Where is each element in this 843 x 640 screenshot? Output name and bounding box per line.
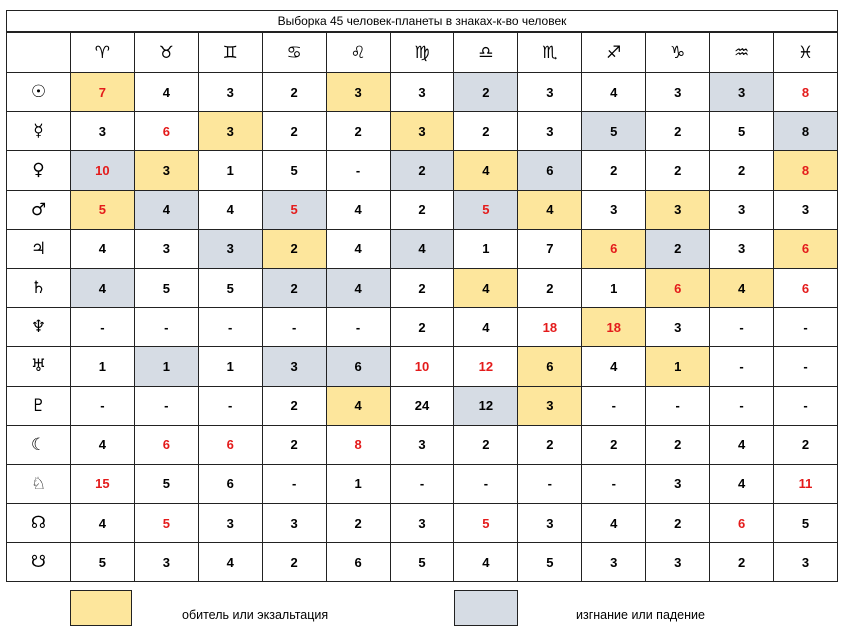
value-cell-uranus-taurus[interactable]: 1 (134, 347, 198, 386)
aquarius-sign-icon: ♒ (710, 33, 774, 73)
uranus-planet-icon: ♅ (7, 347, 71, 386)
value-cell-mercury-aries[interactable]: 3 (70, 112, 134, 151)
value-cell-saturn-pisces[interactable]: 6 (774, 268, 838, 307)
value-cell-south-node-taurus[interactable]: 3 (134, 543, 198, 582)
value-cell-south-node-scorpio[interactable]: 5 (518, 543, 582, 582)
value-cell-mercury-sagittarius[interactable]: 5 (582, 112, 646, 151)
value-cell-mars-cancer[interactable]: 5 (262, 190, 326, 229)
mars-planet-icon: ♂ (7, 190, 71, 229)
value-cell-mars-scorpio[interactable]: 4 (518, 190, 582, 229)
value-cell-venus-taurus[interactable]: 3 (134, 151, 198, 190)
value-cell-moon-scorpio[interactable]: 2 (518, 425, 582, 464)
table-row-mars (7, 190, 838, 229)
value-cell-pluto-scorpio[interactable]: 3 (518, 386, 582, 425)
south-node-planet-icon: ☋ (7, 543, 71, 582)
value-cell-jupiter-libra[interactable]: 1 (454, 229, 518, 268)
value-cell-moon-cancer[interactable]: 2 (262, 425, 326, 464)
value-cell-north-node-aquarius[interactable]: 6 (710, 504, 774, 543)
value-cell-sun-leo[interactable]: 3 (326, 73, 390, 112)
value-cell-mars-aquarius[interactable]: 3 (710, 190, 774, 229)
value-cell-neptune-capricorn[interactable]: 3 (646, 308, 710, 347)
value-cell-chiron-knight-cancer[interactable]: - (262, 464, 326, 503)
value-cell-mercury-pisces[interactable]: 8 (774, 112, 838, 151)
value-cell-saturn-capricorn[interactable]: 6 (646, 268, 710, 307)
value-cell-neptune-gemini[interactable]: - (198, 308, 262, 347)
value-cell-chiron-knight-scorpio[interactable]: - (518, 464, 582, 503)
value-cell-jupiter-gemini[interactable]: 3 (198, 229, 262, 268)
value-cell-chiron-knight-pisces[interactable]: 11 (774, 464, 838, 503)
table-title: Выборка 45 человек-планеты в знаках-к-во человек (6, 10, 838, 32)
value-cell-neptune-aries[interactable]: - (70, 308, 134, 347)
legend-yellow-swatch (70, 590, 132, 626)
value-cell-chiron-knight-capricorn[interactable]: 3 (646, 464, 710, 503)
value-cell-venus-leo[interactable]: - (326, 151, 390, 190)
value-cell-north-node-leo[interactable]: 2 (326, 504, 390, 543)
value-cell-south-node-leo[interactable]: 6 (326, 543, 390, 582)
value-cell-pluto-virgo[interactable]: 24 (390, 386, 454, 425)
table-row-south-node (7, 543, 838, 582)
value-cell-venus-sagittarius[interactable]: 2 (582, 151, 646, 190)
leo-sign-icon: ♌ (326, 33, 390, 73)
value-cell-pluto-taurus[interactable]: - (134, 386, 198, 425)
value-cell-north-node-scorpio[interactable]: 3 (518, 504, 582, 543)
value-cell-jupiter-sagittarius[interactable]: 6 (582, 229, 646, 268)
scorpio-sign-icon: ♏ (518, 33, 582, 73)
value-cell-north-node-virgo[interactable]: 3 (390, 504, 454, 543)
value-cell-pluto-libra[interactable]: 12 (454, 386, 518, 425)
value-cell-saturn-leo[interactable]: 4 (326, 268, 390, 307)
value-cell-mercury-taurus[interactable]: 6 (134, 112, 198, 151)
value-cell-uranus-cancer[interactable]: 3 (262, 347, 326, 386)
value-cell-venus-gemini[interactable]: 1 (198, 151, 262, 190)
value-cell-north-node-sagittarius[interactable]: 4 (582, 504, 646, 543)
value-cell-mercury-virgo[interactable]: 3 (390, 112, 454, 151)
value-cell-jupiter-taurus[interactable]: 3 (134, 229, 198, 268)
value-cell-neptune-sagittarius[interactable]: 18 (582, 308, 646, 347)
value-cell-neptune-pisces[interactable]: - (774, 308, 838, 347)
value-cell-uranus-libra[interactable]: 12 (454, 347, 518, 386)
value-cell-south-node-gemini[interactable]: 4 (198, 543, 262, 582)
value-cell-jupiter-pisces[interactable]: 6 (774, 229, 838, 268)
legend-gray-label: изгнание или падение (576, 608, 705, 622)
table-row-mercury (7, 112, 838, 151)
value-cell-moon-aquarius[interactable]: 4 (710, 425, 774, 464)
value-cell-saturn-gemini[interactable]: 5 (198, 268, 262, 307)
legend-gray-swatch (454, 590, 518, 626)
value-cell-venus-capricorn[interactable]: 2 (646, 151, 710, 190)
astro-table-sheet (6, 10, 838, 626)
value-cell-jupiter-aries[interactable]: 4 (70, 229, 134, 268)
value-cell-jupiter-aquarius[interactable]: 3 (710, 229, 774, 268)
value-cell-north-node-pisces[interactable]: 5 (774, 504, 838, 543)
mercury-planet-icon: ☿ (7, 112, 71, 151)
cancer-sign-icon: ♋ (262, 33, 326, 73)
value-cell-neptune-virgo[interactable]: 2 (390, 308, 454, 347)
value-cell-mars-sagittarius[interactable]: 3 (582, 190, 646, 229)
planets-in-signs-grid (6, 32, 838, 582)
value-cell-mars-capricorn[interactable]: 3 (646, 190, 710, 229)
capricorn-sign-icon: ♑ (646, 33, 710, 73)
table-row-sun (7, 73, 838, 112)
value-cell-chiron-knight-sagittarius[interactable]: - (582, 464, 646, 503)
value-cell-moon-libra[interactable]: 2 (454, 425, 518, 464)
value-cell-jupiter-cancer[interactable]: 2 (262, 229, 326, 268)
value-cell-venus-scorpio[interactable]: 6 (518, 151, 582, 190)
value-cell-chiron-knight-gemini[interactable]: 6 (198, 464, 262, 503)
value-cell-mars-pisces[interactable]: 3 (774, 190, 838, 229)
value-cell-north-node-capricorn[interactable]: 2 (646, 504, 710, 543)
value-cell-sun-libra[interactable]: 2 (454, 73, 518, 112)
value-cell-chiron-knight-taurus[interactable]: 5 (134, 464, 198, 503)
table-row-chiron-knight (7, 464, 838, 503)
value-cell-moon-gemini[interactable]: 6 (198, 425, 262, 464)
value-cell-mars-gemini[interactable]: 4 (198, 190, 262, 229)
value-cell-saturn-libra[interactable]: 4 (454, 268, 518, 307)
table-row-jupiter (7, 229, 838, 268)
value-cell-moon-virgo[interactable]: 3 (390, 425, 454, 464)
value-cell-neptune-scorpio[interactable]: 18 (518, 308, 582, 347)
value-cell-north-node-taurus[interactable]: 5 (134, 504, 198, 543)
moon-planet-icon: ☾ (7, 425, 71, 464)
sun-planet-icon: ☉ (7, 73, 71, 112)
legend (6, 590, 838, 628)
value-cell-north-node-gemini[interactable]: 3 (198, 504, 262, 543)
value-cell-mercury-cancer[interactable]: 2 (262, 112, 326, 151)
value-cell-saturn-aries[interactable]: 4 (70, 268, 134, 307)
value-cell-north-node-libra[interactable]: 5 (454, 504, 518, 543)
sagittarius-sign-icon: ♐ (582, 33, 646, 73)
value-cell-mercury-scorpio[interactable]: 3 (518, 112, 582, 151)
libra-sign-icon: ♎ (454, 33, 518, 73)
pluto-planet-icon: ♇ (7, 386, 71, 425)
value-cell-moon-pisces[interactable]: 2 (774, 425, 838, 464)
value-cell-uranus-capricorn[interactable]: 1 (646, 347, 710, 386)
pisces-sign-icon: ♓ (774, 33, 838, 73)
table-row-uranus (7, 347, 838, 386)
value-cell-mars-libra[interactable]: 5 (454, 190, 518, 229)
value-cell-pluto-aquarius[interactable]: - (710, 386, 774, 425)
venus-planet-icon: ♀ (7, 151, 71, 190)
value-cell-jupiter-scorpio[interactable]: 7 (518, 229, 582, 268)
value-cell-neptune-taurus[interactable]: - (134, 308, 198, 347)
value-cell-pluto-cancer[interactable]: 2 (262, 386, 326, 425)
value-cell-jupiter-leo[interactable]: 4 (326, 229, 390, 268)
value-cell-north-node-aries[interactable]: 4 (70, 504, 134, 543)
value-cell-south-node-sagittarius[interactable]: 3 (582, 543, 646, 582)
table-row-pluto (7, 386, 838, 425)
value-cell-jupiter-virgo[interactable]: 4 (390, 229, 454, 268)
value-cell-saturn-scorpio[interactable]: 2 (518, 268, 582, 307)
value-cell-moon-aries[interactable]: 4 (70, 425, 134, 464)
table-row-neptune (7, 308, 838, 347)
value-cell-jupiter-capricorn[interactable]: 2 (646, 229, 710, 268)
table-row-moon (7, 425, 838, 464)
value-cell-saturn-virgo[interactable]: 2 (390, 268, 454, 307)
value-cell-chiron-knight-virgo[interactable]: - (390, 464, 454, 503)
value-cell-pluto-pisces[interactable]: - (774, 386, 838, 425)
value-cell-uranus-sagittarius[interactable]: 4 (582, 347, 646, 386)
value-cell-sun-capricorn[interactable]: 3 (646, 73, 710, 112)
value-cell-sun-taurus[interactable]: 4 (134, 73, 198, 112)
value-cell-sun-sagittarius[interactable]: 4 (582, 73, 646, 112)
aries-sign-icon: ♈ (70, 33, 134, 73)
value-cell-moon-capricorn[interactable]: 2 (646, 425, 710, 464)
value-cell-sun-aquarius[interactable]: 3 (710, 73, 774, 112)
legend-yellow-label: обитель или экзальтация (182, 608, 329, 622)
value-cell-venus-aries[interactable]: 10 (70, 151, 134, 190)
value-cell-chiron-knight-aries[interactable]: 15 (70, 464, 134, 503)
saturn-planet-icon: ♄ (7, 268, 71, 307)
value-cell-uranus-aquarius[interactable]: - (710, 347, 774, 386)
value-cell-uranus-aries[interactable]: 1 (70, 347, 134, 386)
value-cell-mercury-leo[interactable]: 2 (326, 112, 390, 151)
value-cell-south-node-virgo[interactable]: 5 (390, 543, 454, 582)
value-cell-mars-aries[interactable]: 5 (70, 190, 134, 229)
value-cell-uranus-gemini[interactable]: 1 (198, 347, 262, 386)
value-cell-sun-cancer[interactable]: 2 (262, 73, 326, 112)
jupiter-planet-icon: ♃ (7, 229, 71, 268)
value-cell-sun-gemini[interactable]: 3 (198, 73, 262, 112)
value-cell-venus-pisces[interactable]: 8 (774, 151, 838, 190)
value-cell-mercury-aquarius[interactable]: 5 (710, 112, 774, 151)
neptune-planet-icon: ♆ (7, 308, 71, 347)
value-cell-south-node-aquarius[interactable]: 2 (710, 543, 774, 582)
value-cell-mercury-capricorn[interactable]: 2 (646, 112, 710, 151)
value-cell-pluto-leo[interactable]: 4 (326, 386, 390, 425)
value-cell-uranus-virgo[interactable]: 10 (390, 347, 454, 386)
value-cell-saturn-aquarius[interactable]: 4 (710, 268, 774, 307)
value-cell-sun-aries[interactable]: 7 (70, 73, 134, 112)
value-cell-mars-taurus[interactable]: 4 (134, 190, 198, 229)
value-cell-venus-cancer[interactable]: 5 (262, 151, 326, 190)
value-cell-pluto-sagittarius[interactable]: - (582, 386, 646, 425)
value-cell-mars-leo[interactable]: 4 (326, 190, 390, 229)
value-cell-moon-taurus[interactable]: 6 (134, 425, 198, 464)
value-cell-saturn-cancer[interactable]: 2 (262, 268, 326, 307)
value-cell-saturn-sagittarius[interactable]: 1 (582, 268, 646, 307)
value-cell-neptune-leo[interactable]: - (326, 308, 390, 347)
value-cell-venus-virgo[interactable]: 2 (390, 151, 454, 190)
value-cell-sun-scorpio[interactable]: 3 (518, 73, 582, 112)
value-cell-pluto-capricorn[interactable]: - (646, 386, 710, 425)
value-cell-moon-leo[interactable]: 8 (326, 425, 390, 464)
value-cell-chiron-knight-libra[interactable]: - (454, 464, 518, 503)
value-cell-pluto-aries[interactable]: - (70, 386, 134, 425)
value-cell-neptune-aquarius[interactable]: - (710, 308, 774, 347)
corner-cell (7, 33, 71, 73)
value-cell-moon-sagittarius[interactable]: 2 (582, 425, 646, 464)
value-cell-mercury-libra[interactable]: 2 (454, 112, 518, 151)
value-cell-south-node-pisces[interactable]: 3 (774, 543, 838, 582)
taurus-sign-icon: ♉ (134, 33, 198, 73)
value-cell-south-node-cancer[interactable]: 2 (262, 543, 326, 582)
virgo-sign-icon: ♍ (390, 33, 454, 73)
north-node-planet-icon: ☊ (7, 504, 71, 543)
value-cell-venus-libra[interactable]: 4 (454, 151, 518, 190)
table-row-venus (7, 151, 838, 190)
gemini-sign-icon: ♊ (198, 33, 262, 73)
value-cell-neptune-libra[interactable]: 4 (454, 308, 518, 347)
value-cell-chiron-knight-aquarius[interactable]: 4 (710, 464, 774, 503)
value-cell-chiron-knight-leo[interactable]: 1 (326, 464, 390, 503)
value-cell-pluto-gemini[interactable]: - (198, 386, 262, 425)
chiron-knight-planet-icon: ♘ (7, 464, 71, 503)
value-cell-uranus-scorpio[interactable]: 6 (518, 347, 582, 386)
value-cell-venus-aquarius[interactable]: 2 (710, 151, 774, 190)
table-row-saturn (7, 268, 838, 307)
table-row-north-node (7, 504, 838, 543)
value-cell-mercury-gemini[interactable]: 3 (198, 112, 262, 151)
value-cell-uranus-leo[interactable]: 6 (326, 347, 390, 386)
value-cell-uranus-pisces[interactable]: - (774, 347, 838, 386)
value-cell-sun-virgo[interactable]: 3 (390, 73, 454, 112)
value-cell-sun-pisces[interactable]: 8 (774, 73, 838, 112)
value-cell-neptune-cancer[interactable]: - (262, 308, 326, 347)
value-cell-south-node-aries[interactable]: 5 (70, 543, 134, 582)
value-cell-saturn-taurus[interactable]: 5 (134, 268, 198, 307)
value-cell-south-node-libra[interactable]: 4 (454, 543, 518, 582)
value-cell-south-node-capricorn[interactable]: 3 (646, 543, 710, 582)
value-cell-north-node-cancer[interactable]: 3 (262, 504, 326, 543)
value-cell-mars-virgo[interactable]: 2 (390, 190, 454, 229)
header-row (7, 33, 838, 73)
